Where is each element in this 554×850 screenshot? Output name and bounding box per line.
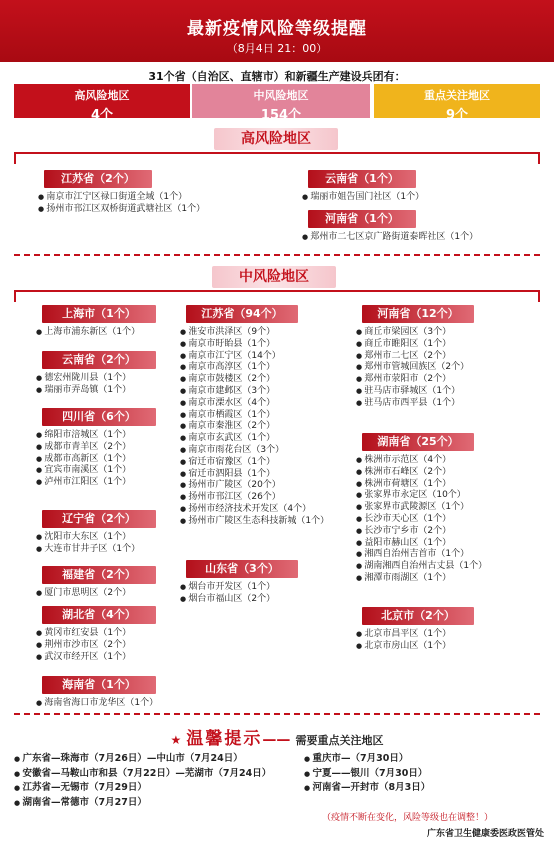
area-item: ● 宜宾市南溪区（1个）	[36, 465, 131, 477]
area-item: ● 武汉市经开区（1个）	[36, 652, 131, 664]
stat-label: 重点关注地区	[424, 89, 490, 102]
warm-item: ● 河南省—开封市（8月3日）	[304, 781, 430, 796]
area-item: ● 株洲市荷塘区（1个）	[356, 479, 487, 491]
area-item: ● 长沙市宁乡市（2个）	[356, 526, 487, 538]
province-label: 云南省（2个）	[42, 351, 156, 369]
header-banner	[0, 0, 554, 62]
area-item: ● 宿迁市泗阳县（1个）	[180, 469, 329, 481]
area-item: ● 长沙市天心区（1个）	[356, 514, 487, 526]
province-label: 河南省（12个）	[362, 305, 474, 323]
province-label: 云南省（1个）	[308, 170, 416, 188]
province-label: 山东省（3个）	[186, 560, 298, 578]
area-item: ● 南京市江宁区（14个）	[180, 351, 329, 363]
area-item: ● 张家界市永定区（10个）	[356, 490, 487, 502]
province-label: 湖北省（4个）	[42, 606, 156, 624]
page-title: 最新疫情风险等级提醒	[187, 19, 367, 39]
high-risk-title: 高风险地区	[214, 128, 338, 150]
area-list	[36, 532, 140, 556]
area-item: ● 商丘市梁园区（3个）	[356, 327, 469, 339]
warm-list-right	[304, 752, 430, 796]
warm-item: ● 湖南省—常德市（7月27日）	[14, 796, 271, 811]
source: 广东省卫生健康委医政医管处	[426, 829, 544, 839]
area-list	[36, 588, 131, 600]
province-label: 湖南省（25个）	[362, 433, 474, 451]
area-item: ● 扬州市广陵区生态科技新城（1个）	[180, 516, 329, 528]
warm-tip-title: 温馨提示	[186, 729, 263, 749]
warm-item: ● 重庆市—（7月30日）	[304, 752, 430, 767]
province-label: 辽宁省（2个）	[42, 510, 156, 528]
area-list	[356, 629, 451, 653]
area-item: ● 荆州市沙市区（2个）	[36, 640, 131, 652]
province-label: 福建省（2个）	[42, 566, 156, 584]
area-item: ● 商丘市睢阳区（1个）	[356, 339, 469, 351]
area-item: ● 烟台市福山区（2个）	[180, 594, 275, 606]
area-item: ● 沈阳市大东区（1个）	[36, 532, 140, 544]
area-list	[36, 698, 158, 710]
stat-label: 高风险地区	[74, 89, 130, 102]
star-icon: ★	[170, 733, 182, 747]
area-item: ● 益阳市赫山区（1个）	[356, 538, 487, 550]
area-item: ● 扬州市广陵区（20个）	[180, 480, 329, 492]
area-item: ● 郑州市二七区京广路街道泰晖社区（1个）	[302, 232, 478, 244]
area-item: ● 成都市高新区（1个）	[36, 454, 131, 466]
area-list	[302, 232, 478, 244]
province-label: 江苏省（94个）	[186, 305, 298, 323]
area-item: ● 驻马店市西平县（1个）	[356, 398, 469, 410]
stat-label: 中风险地区	[253, 89, 309, 102]
area-item: ● 株洲市示范区（4个）	[356, 455, 487, 467]
area-item: ● 绵阳市涪城区（1个）	[36, 430, 131, 442]
province-label: 河南省（1个）	[308, 210, 416, 228]
warm-tip-subtitle: 需要重点关注地区	[295, 734, 384, 747]
area-item: ● 宿迁市宿豫区（1个）	[180, 457, 329, 469]
area-list	[36, 327, 140, 339]
area-item: ● 南京市溧水区（4个）	[180, 398, 329, 410]
area-item: ● 郑州市荥阳市（2个）	[356, 374, 469, 386]
warm-item: ● 江苏省—无锡市（7月29日）	[14, 781, 271, 796]
area-item: ● 淮安市洪泽区（9个）	[180, 327, 329, 339]
warm-item: ● 安徽省—马鞍山市和县（7月22日）—芜湖市（7月24日）	[14, 767, 271, 782]
area-list	[302, 192, 424, 204]
area-item: ● 南京市盱眙县（1个）	[180, 339, 329, 351]
area-item: ● 黄冈市红安县（1个）	[36, 628, 131, 640]
area-item: ● 瑞丽市姐告国门社区（1个）	[302, 192, 424, 204]
area-item: ● 驻马店市驿城区（1个）	[356, 386, 469, 398]
area-item: ● 南京市建邺区（3个）	[180, 386, 329, 398]
warm-tip-dash: ——	[262, 732, 291, 748]
area-item: ● 德宏州陇川县（1个）	[36, 373, 131, 385]
warm-tip-header	[0, 724, 554, 749]
area-item: ● 烟台市开发区（1个）	[180, 582, 275, 594]
area-item: ● 南京市栖霞区（1个）	[180, 410, 329, 422]
province-label: 上海市（1个）	[42, 305, 156, 323]
area-item: ● 厦门市思明区（2个）	[36, 588, 131, 600]
province-label: 江苏省（2个）	[44, 170, 152, 188]
note: （疫情不断在变化，风险等级也在调整！）	[322, 813, 494, 823]
stat-value: 154个	[260, 108, 302, 123]
warm-list-left	[14, 752, 271, 810]
area-item: ● 郑州市管城回族区（2个）	[356, 362, 469, 374]
area-item: ● 瑞丽市弄岛镇（1个）	[36, 385, 131, 397]
area-item: ● 南京市鼓楼区（2个）	[180, 374, 329, 386]
area-list	[36, 430, 131, 489]
stat-box	[14, 84, 190, 123]
divider	[14, 713, 540, 715]
area-item: ● 南京市雨花台区（3个）	[180, 445, 329, 457]
area-item: ● 湘潭市雨湖区（1个）	[356, 573, 487, 585]
area-list	[180, 327, 329, 528]
area-item: ● 湘西自治州吉首市（1个）	[356, 549, 487, 561]
area-item: ● 湖南湘西自治州古丈县（1个）	[356, 561, 487, 573]
area-item: ● 南京市秦淮区（2个）	[180, 421, 329, 433]
summary-subtitle: 31个省（自治区、直辖市）和新疆生产建设兵团有：	[148, 70, 406, 83]
area-item: ● 泸州市江阳区（1个）	[36, 477, 131, 489]
area-item: ● 北京市房山区（1个）	[356, 641, 451, 653]
stat-value: 4个	[90, 108, 114, 123]
area-item: ● 北京市昌平区（1个）	[356, 629, 451, 641]
area-list	[36, 628, 131, 663]
stat-value: 9个	[445, 108, 469, 123]
area-item: ● 成都市青羊区（2个）	[36, 442, 131, 454]
page-time: （8月4日 21：00）	[226, 42, 328, 55]
province-label: 四川省（6个）	[42, 408, 156, 426]
area-list	[180, 582, 275, 606]
stat-box	[192, 84, 370, 123]
area-item: ● 海南省海口市龙华区（1个）	[36, 698, 158, 710]
area-item: ● 南京市高淳区（1个）	[180, 362, 329, 374]
area-item: ● 株洲市石峰区（2个）	[356, 467, 487, 479]
mid-risk-title: 中风险地区	[212, 266, 336, 288]
area-list	[38, 192, 205, 216]
area-item: ● 南京市玄武区（1个）	[180, 433, 329, 445]
area-item: ● 扬州市邗江区（26个）	[180, 492, 329, 504]
area-list	[36, 373, 131, 397]
area-list	[356, 327, 469, 410]
area-list	[356, 455, 487, 585]
area-item: ● 张家界市武陵源区（1个）	[356, 502, 487, 514]
area-item: ● 南京市江宁区禄口街道全域（1个）	[38, 192, 205, 204]
divider	[14, 254, 540, 256]
area-item: ● 扬州市邗江区双桥街道武塘社区（1个）	[38, 204, 205, 216]
area-item: ● 大连市甘井子区（1个）	[36, 544, 140, 556]
area-item: ● 上海市浦东新区（1个）	[36, 327, 140, 339]
warm-item: ● 宁夏——银川（7月30日）	[304, 767, 430, 782]
area-item: ● 扬州市经济技术开发区（4个）	[180, 504, 329, 516]
warm-item: ● 广东省—珠海市（7月26日）—中山市（7月24日）	[14, 752, 271, 767]
mid-risk-bracket	[14, 290, 540, 292]
area-item: ● 郑州市二七区（2个）	[356, 351, 469, 363]
province-label: 海南省（1个）	[42, 676, 156, 694]
province-label: 北京市（2个）	[362, 607, 474, 625]
stat-box	[374, 84, 540, 123]
high-risk-bracket	[14, 152, 540, 154]
